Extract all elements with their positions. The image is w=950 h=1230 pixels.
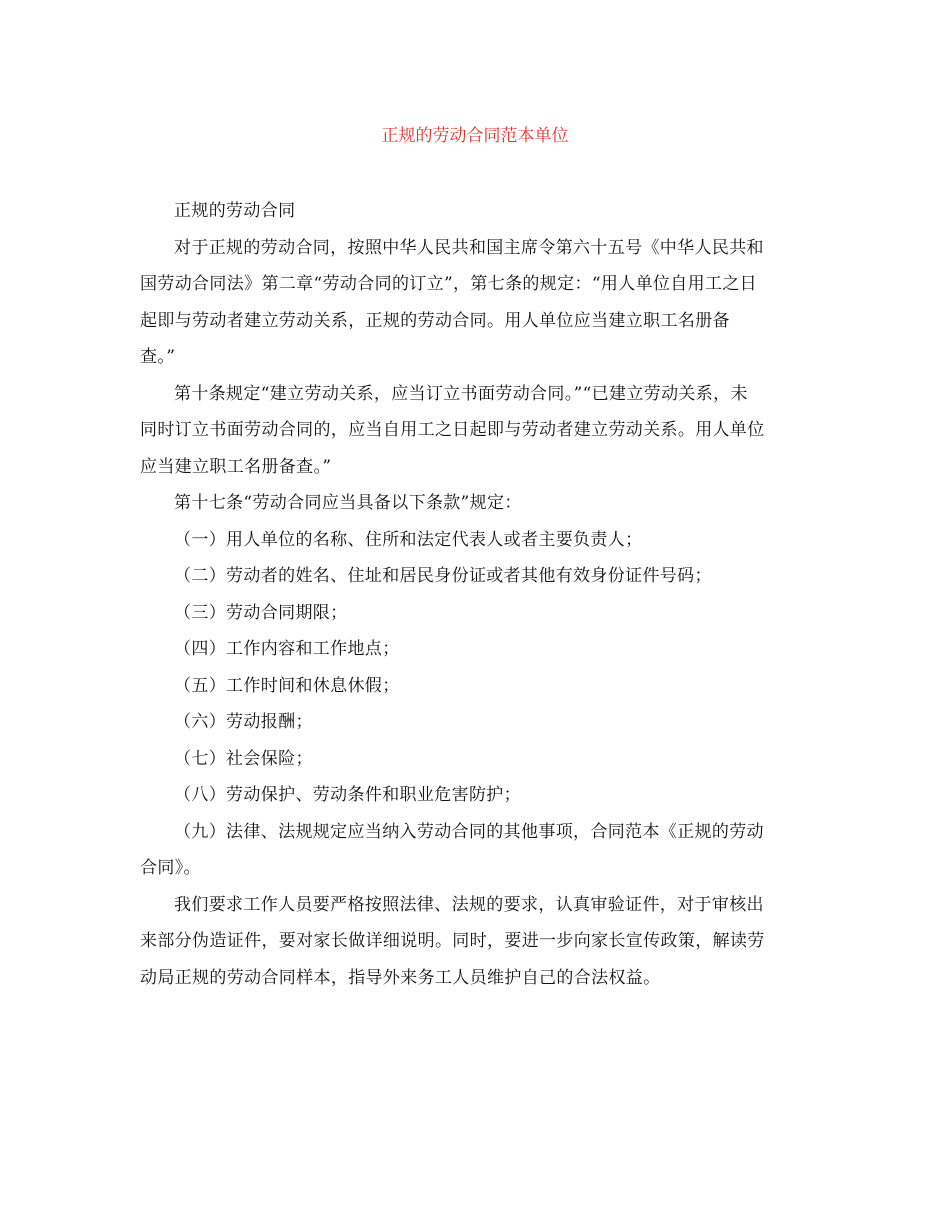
text-line: 动局正规的劳动合同样本，指导外来务工人员维护自己的合法权益。	[140, 967, 661, 988]
text-line: 同时订立书面劳动合同的，应当自用工之日起即与劳动者建立劳动关系。用人单位	[140, 420, 765, 440]
document-body	[140, 193, 812, 996]
text-line: 来部分伪造证件，要对家长做详细说明。同时，要进一步向家长宣传政策，解读劳	[140, 931, 765, 951]
text-line: 应当建立职工名册备查。”	[140, 456, 332, 477]
text-line: 国劳动合同法》第二章“劳动合同的订立”，第七条的规定：“用人单位自用工之日	[140, 274, 758, 294]
paragraph	[140, 887, 812, 997]
text-line: （四）工作内容和工作地点；	[174, 639, 400, 659]
text-line: 我们要求工作人员要严格按照法律、法规的要求，认真审验证件，对于审核出	[174, 894, 764, 915]
text-line: 查。”	[140, 347, 176, 367]
paragraph	[140, 376, 812, 486]
list-item	[140, 668, 812, 705]
paragraph	[140, 230, 812, 376]
text-line: 第十七条“劳动合同应当具备以下条款”规定：	[174, 493, 522, 513]
text-line: （九）法律、法规规定应当纳入劳动合同的其他事项，合同范本《正规的劳动	[174, 821, 764, 842]
list-item	[140, 558, 812, 595]
text-line: 正规的劳动合同	[174, 201, 296, 221]
text-line: （二）劳动者的姓名、住址和居民身份证或者其他有效身份证件号码；	[174, 566, 712, 586]
list-item	[140, 741, 812, 778]
text-line: 第十条规定“建立劳动关系，应当订立书面劳动合同。”“已建立劳动关系，未	[174, 383, 748, 404]
text-line: （八）劳动保护、劳动条件和职业危害防护；	[174, 785, 521, 805]
list-item	[140, 704, 812, 741]
paragraph	[140, 485, 812, 522]
text-line: 对于正规的劳动合同，按照中华人民共和国主席令第六十五号《中华人民共和	[174, 237, 764, 258]
text-line: （三）劳动合同期限；	[174, 602, 348, 623]
list-item	[140, 631, 812, 668]
text-line: （六）劳动报酬；	[174, 712, 313, 732]
list-item	[140, 777, 812, 814]
text-line: （一）用人单位的名称、住所和法定代表人或者主要负责人；	[174, 529, 643, 550]
document-title: 正规的劳动合同范本单位	[381, 126, 569, 146]
text-line: 起即与劳动者建立劳动关系，正规的劳动合同。用人单位应当建立职工名册备	[140, 310, 730, 331]
list-item	[140, 522, 812, 559]
list-item	[140, 814, 812, 887]
list-item	[140, 595, 812, 632]
text-line: （七）社会保险；	[174, 748, 313, 769]
text-line: （五）工作时间和休息休假；	[174, 675, 400, 696]
paragraph	[140, 193, 812, 230]
text-line: 合同》。	[140, 858, 201, 878]
